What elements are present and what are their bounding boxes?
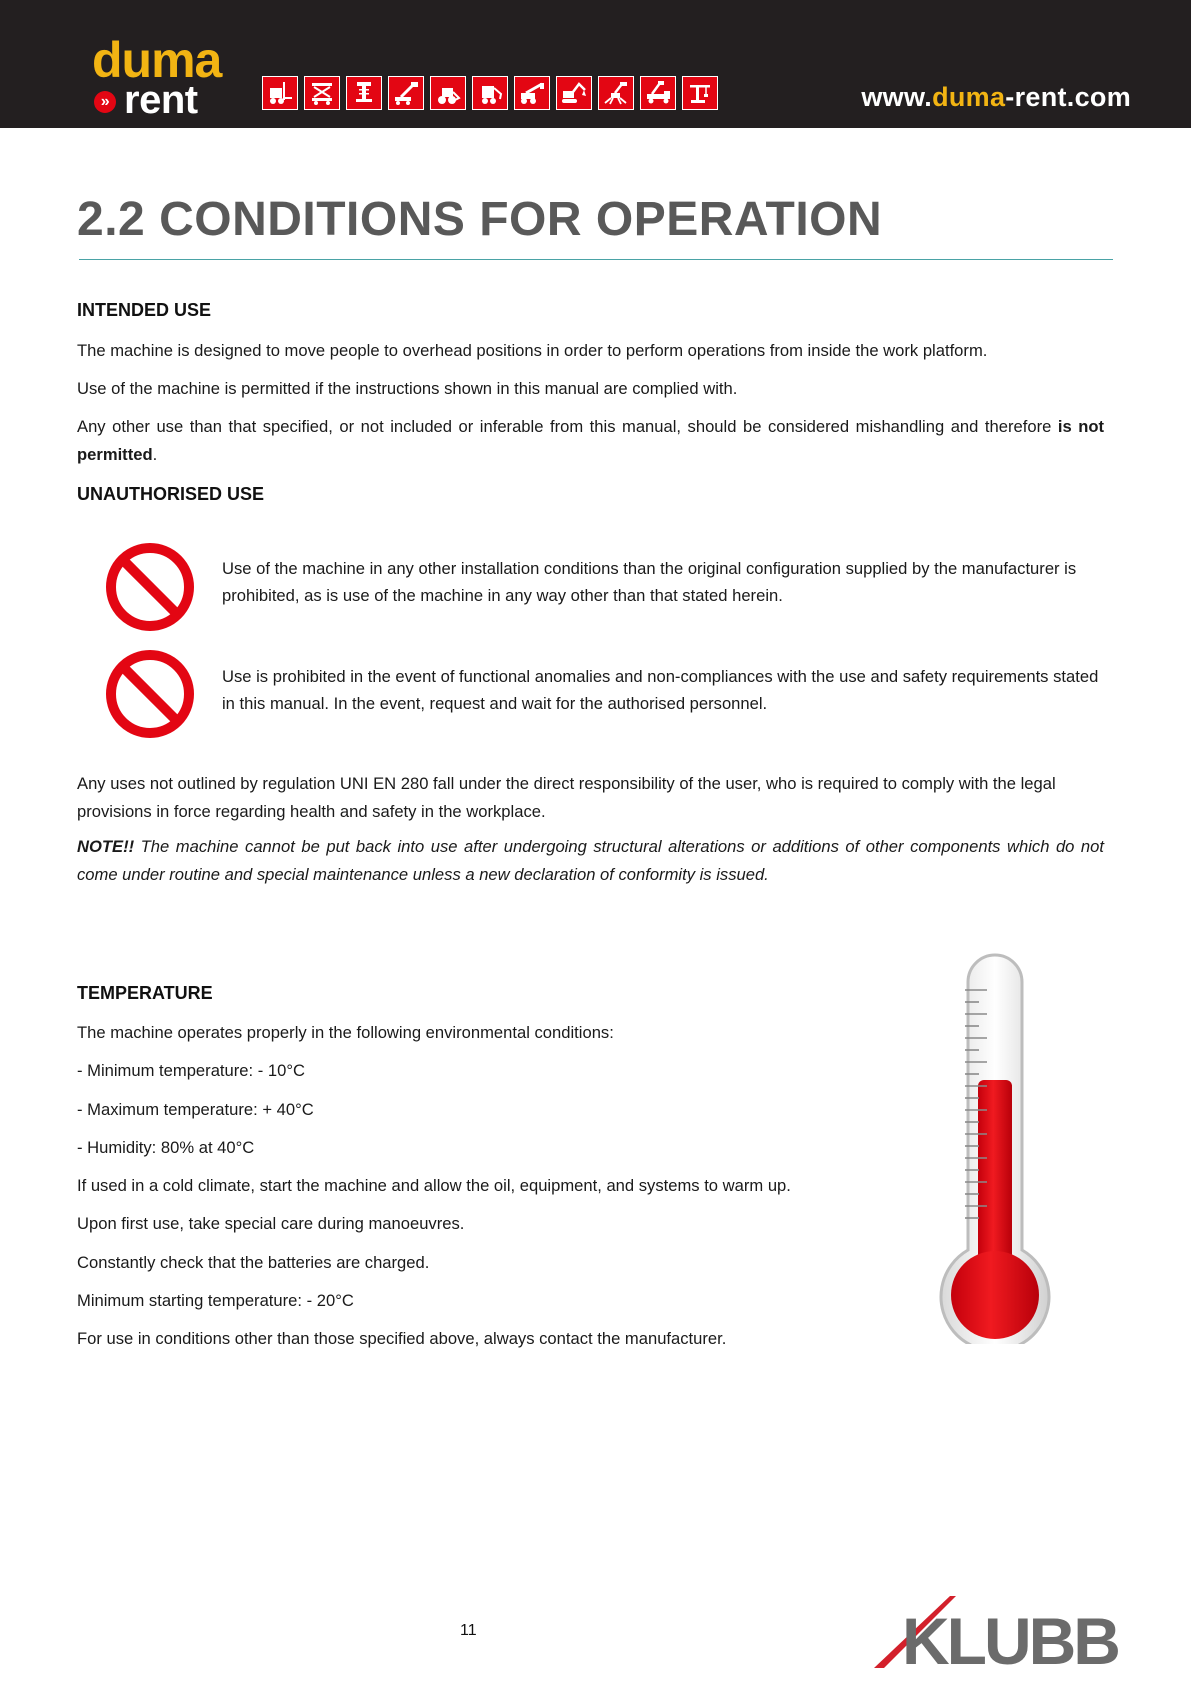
telehandler-icon: [514, 76, 550, 110]
temperature-heading: TEMPERATURE: [77, 983, 213, 1003]
klubb-logo: [872, 1594, 1122, 1670]
intended-use-para-3-end: .: [152, 445, 158, 464]
logo-arrows-icon: »: [94, 91, 116, 113]
temperature-intro: The machine operates properly in the following environmental conditions:: [77, 1023, 614, 1042]
excavator-icon: [556, 76, 592, 110]
prohibition-text-2: Use is prohibited in the event of functional anomalies and non-compliances with the use and safety requirements stated in this manual. In the event, request and wait for the authorised personnel.: [222, 667, 1099, 713]
min-temperature: - Minimum temperature: - 10°C: [77, 1061, 305, 1080]
logo-rent-text: [100, 78, 221, 122]
humidity: - Humidity: 80% at 40°C: [77, 1138, 255, 1157]
spider-lift-icon: [598, 76, 634, 110]
note-label: NOTE!!: [77, 837, 135, 856]
min-starting-temperature: Minimum starting temperature: - 20°C: [77, 1291, 354, 1310]
prohibited-icon: [104, 541, 196, 633]
unauthorised-use-heading: UNAUTHORISED USE: [77, 484, 265, 504]
logo-rent-word: rent: [124, 78, 198, 122]
thermometer-icon: [935, 952, 1055, 1344]
url-highlight: duma: [932, 82, 1006, 112]
intended-use-para-3-start: Any other use than that specified, or not included or inferable from this manual, should be considered mishandling and therefore: [77, 417, 1058, 436]
intended-use-para-2: Use of the machine is permitted if the instructions shown in this manual are complied with.: [77, 379, 738, 398]
truck-lift-icon: [640, 76, 676, 110]
intended-use-heading: INTENDED USE: [77, 300, 212, 320]
machine-icon-strip: [262, 76, 718, 110]
logo-duma-text: duma: [92, 32, 222, 88]
note-paragraph: [77, 833, 1104, 889]
forklift-icon: [262, 76, 298, 110]
duma-rent-logo: [92, 32, 222, 122]
intended-use-para-3: [77, 413, 1104, 469]
crane-icon: [682, 76, 718, 110]
website-url[interactable]: [861, 82, 1131, 113]
url-prefix: www.: [861, 82, 933, 112]
regulation-paragraph: Any uses not outlined by regulation UNI EN 280 fall under the direct responsibility of the user, who is required to comply with the legal provisions in force regarding health and safety in the workplace.: [77, 774, 1056, 821]
prohibition-text-1: Use of the machine in any other installation conditions than the original configuration supplied by the manufacturer is prohibited, as is use of the machine in any way other than that stated herein.: [222, 559, 1077, 605]
boom-lift-icon: [388, 76, 424, 110]
klubb-logo-text: KLUBB: [902, 1604, 1118, 1670]
note-text: The machine cannot be put back into use after undergoing structural alterations or additions of other components which do not come under routine and special maintenance unless a new declaration of conformity is issued.: [77, 837, 1104, 884]
scissor-lift-icon: [304, 76, 340, 110]
loader-icon: [430, 76, 466, 110]
page-title: 2.2 CONDITIONS FOR OPERATION: [77, 193, 883, 246]
mast-lift-icon: [346, 76, 382, 110]
page-number: 11: [460, 1622, 477, 1639]
compact-loader-icon: [472, 76, 508, 110]
url-suffix: -rent.com: [1005, 82, 1131, 112]
contact-manufacturer-instruction: For use in conditions other than those specified above, always contact the manufacturer.: [77, 1329, 727, 1348]
prohibited-icon: [104, 648, 196, 740]
not-permitted-emphasis: is not permitted: [77, 417, 1104, 464]
header-bar: [0, 0, 1191, 128]
title-underline: [79, 259, 1113, 260]
cold-climate-instruction: If used in a cold climate, start the machine and allow the oil, equipment, and systems to warm up.: [77, 1176, 791, 1195]
first-use-instruction: Upon first use, take special care during manoeuvres.: [77, 1214, 465, 1233]
battery-instruction: Constantly check that the batteries are charged.: [77, 1253, 430, 1272]
max-temperature: - Maximum temperature: + 40°C: [77, 1100, 314, 1119]
intended-use-para-1: The machine is designed to move people to overhead positions in order to perform operations from inside the work platform.: [77, 341, 988, 360]
